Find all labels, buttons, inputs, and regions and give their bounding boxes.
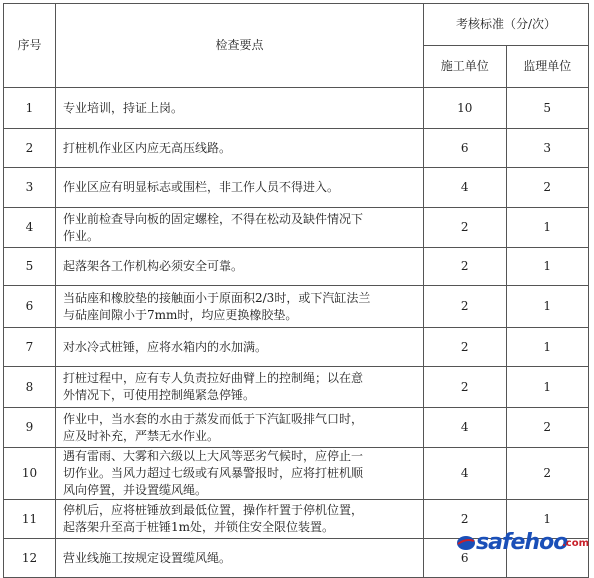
requirement-line: 作业前检查导向板的固定螺栓，不得在松动及缺件情况下 [63, 211, 364, 226]
row-number: 10 [4, 448, 56, 500]
header-requirement: 检查要点 [56, 4, 424, 88]
construction-score: 10 [424, 88, 507, 129]
supervision-score: 1 [506, 367, 589, 408]
table-row [4, 286, 589, 328]
row-number: 12 [4, 539, 56, 578]
table-row [4, 367, 589, 408]
requirement-line: 起落架各工作机构必须安全可靠。 [63, 259, 244, 273]
supervision-score: 1 [506, 208, 589, 248]
construction-score: 6 [424, 539, 507, 578]
requirement-line: 专业培训，持证上岗。 [63, 100, 184, 115]
supervision-score: 1 [506, 500, 589, 539]
row-requirement [56, 208, 424, 248]
requirement-line: 打桩过程中，应有专人负责拉好曲臂上的控制绳；以在意 [63, 371, 364, 385]
table-row [4, 88, 589, 129]
row-number: 1 [4, 88, 56, 129]
row-requirement [56, 367, 424, 408]
requirement-line: 起落架升至高于桩锤1m处，并锁住安全限位装置。 [63, 520, 335, 534]
header-row [4, 4, 589, 46]
row-requirement [56, 408, 424, 448]
row-requirement [56, 248, 424, 286]
requirement-line: 当砧座和橡胶垫的接触面小于原面积2/3时，或下汽缸法兰 [63, 290, 371, 305]
construction-score: 2 [424, 328, 507, 367]
row-number: 4 [4, 208, 56, 248]
requirement-line: 外情况下，可使用控制绳紧急停锤。 [63, 388, 256, 402]
construction-score: 6 [424, 129, 507, 168]
supervision-score: 5 [506, 88, 589, 129]
supervision-score: 1 [506, 286, 589, 328]
construction-score: 2 [424, 286, 507, 328]
header-construction: 施工单位 [424, 46, 507, 88]
requirement-line: 作业中，当水套的水由于蒸发而低于下汽缸吸排气口时， [63, 411, 364, 426]
construction-score: 2 [424, 500, 507, 539]
requirement-line: 停机后，应将桩锤放到最低位置，操作杆置于停机位置， [63, 503, 364, 517]
requirement-line: 营业线施工按规定设置缆风绳。 [63, 550, 232, 565]
construction-score: 4 [424, 408, 507, 448]
requirement-line: 风向停置，并设置缆风绳。 [63, 483, 208, 497]
globe-icon [456, 535, 476, 551]
row-requirement [56, 448, 424, 500]
construction-score: 2 [424, 208, 507, 248]
table-row [4, 168, 589, 208]
header-no: 序号 [4, 4, 56, 88]
inspection-table [3, 3, 589, 578]
row-number: 6 [4, 286, 56, 328]
row-number: 9 [4, 408, 56, 448]
requirement-line: 对水冷式桩锤，应将水箱内的水加满。 [63, 339, 268, 354]
requirement-line: 应及时补充，严禁无水作业。 [63, 428, 220, 443]
row-requirement [56, 88, 424, 129]
construction-score: 2 [424, 367, 507, 408]
supervision-score: 2 [506, 168, 589, 208]
supervision-score: 1 [506, 248, 589, 286]
supervision-score: 1 [506, 328, 589, 367]
table-row [4, 448, 589, 500]
row-requirement [56, 539, 424, 578]
requirement-line: 打桩机作业区内应无高压线路。 [63, 140, 232, 155]
watermark-brand: safehoo [476, 530, 568, 555]
table-row [4, 208, 589, 248]
table-row [4, 129, 589, 168]
requirement-line: 作业区应有明显标志或围栏，非工作人员不得进入。 [63, 180, 340, 194]
row-requirement [56, 168, 424, 208]
row-requirement [56, 500, 424, 539]
construction-score: 4 [424, 448, 507, 500]
row-number: 7 [4, 328, 56, 367]
requirement-line: 切作业。当风力超过七级或有风暴警报时，应将打桩机顺 [63, 466, 364, 480]
row-number: 5 [4, 248, 56, 286]
header-supervision: 监理单位 [506, 46, 589, 88]
row-requirement [56, 286, 424, 328]
row-number: 3 [4, 168, 56, 208]
requirement-line: 作业。 [63, 228, 100, 243]
row-requirement [56, 328, 424, 367]
row-number: 2 [4, 129, 56, 168]
table-body [4, 88, 589, 578]
row-number: 11 [4, 500, 56, 539]
supervision-score: 2 [506, 408, 589, 448]
supervision-score: 3 [506, 129, 589, 168]
construction-score: 2 [424, 248, 507, 286]
table-row [4, 408, 589, 448]
requirement-line: 与砧座间隙小于7mm时，均应更换橡胶垫。 [63, 307, 298, 322]
row-requirement [56, 129, 424, 168]
header-standard: 考核标准（分/次） [424, 4, 589, 46]
supervision-score: 2 [506, 448, 589, 500]
watermark-suffix: .com [562, 538, 590, 549]
construction-score: 4 [424, 168, 507, 208]
safehoo-watermark [454, 530, 590, 556]
row-number: 8 [4, 367, 56, 408]
table-row [4, 328, 589, 367]
table-row [4, 248, 589, 286]
requirement-line: 遇有雷雨、大雾和六级以上大风等恶劣气候时，应停止一 [63, 449, 364, 463]
